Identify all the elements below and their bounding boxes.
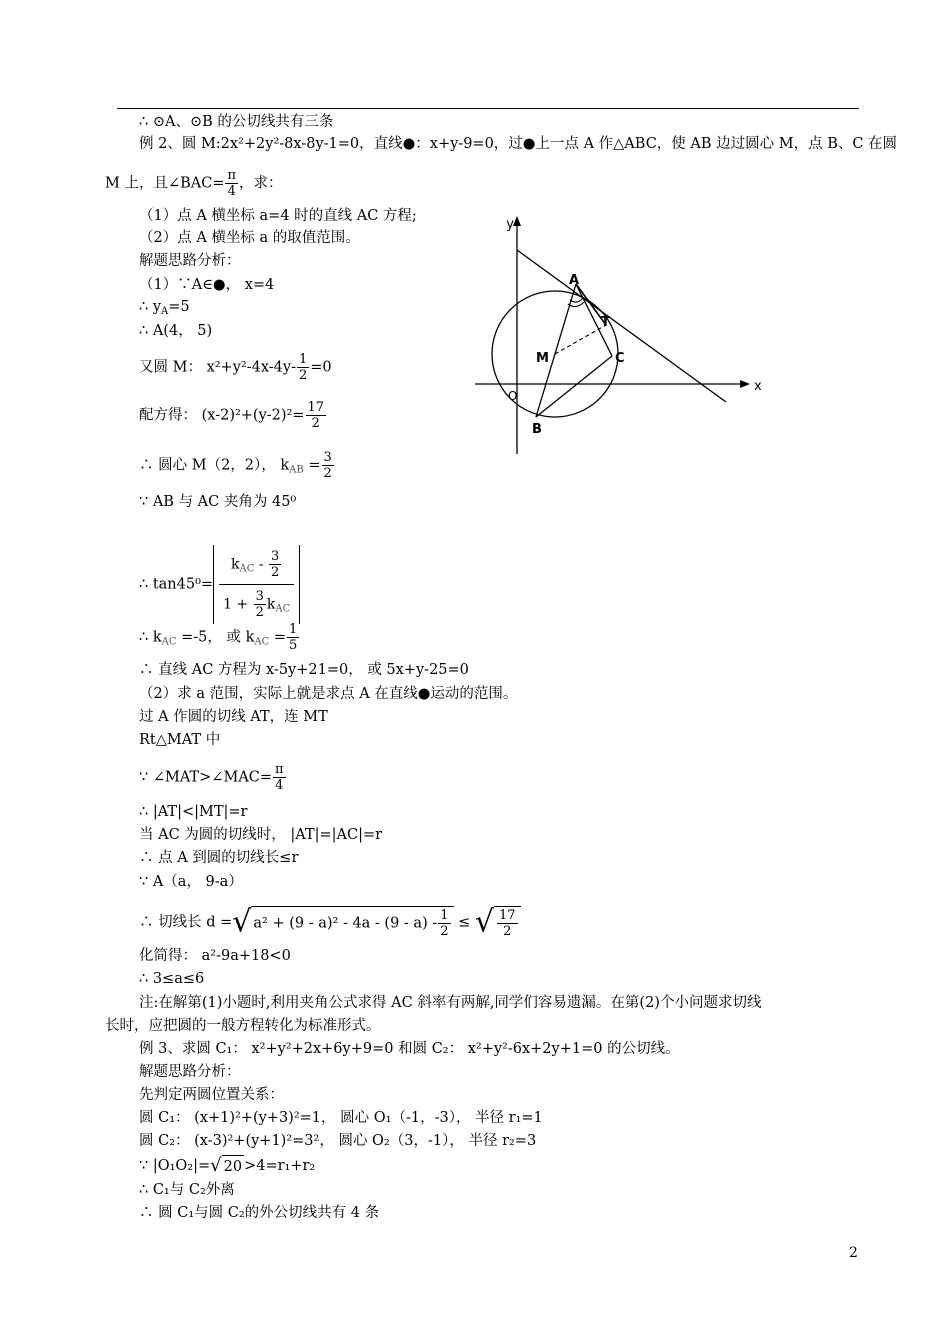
text-line: ∴ 圆心 M（2，2）， $k_{AB}$ = $\frac{3}{2}$ bbox=[139, 450, 332, 481]
text-line: （1）∵A∈●， x=4 bbox=[139, 277, 275, 293]
label-y: y bbox=[506, 217, 514, 232]
text-line: ∴ A(4， 5) bbox=[139, 323, 213, 339]
text-line: ∴ ⊙A、⊙B 的公切线共有三条 bbox=[139, 114, 334, 130]
text-line: 长时，应把圆的一般方程转化为标准形式。 bbox=[105, 1018, 381, 1034]
text-line: ∵ ∠MAT>∠MAC= $\frac{\pi}{4}$ bbox=[139, 762, 284, 793]
text-line: （2）求 a 范围，实际上就是求点 A 在直线●运动的范围。 bbox=[139, 686, 518, 702]
header-rule bbox=[117, 108, 859, 109]
text-line: ∵ AB 与 AC 夹角为 45⁰ bbox=[139, 494, 297, 510]
text-line: Rt△MAT 中 bbox=[139, 732, 221, 748]
text-line: 例 3、求圆 C₁： x²+y²+2x+6y+9=0 和圆 C₂： x²+y²-6x+2y+1=0 的公切线。 bbox=[139, 1041, 680, 1057]
text-line: 注:在解第(1)小题时,利用夹角公式求得 AC 斜率有两解,同学们容易遗漏。在第(2)个小问题求切线 bbox=[139, 995, 762, 1011]
text-line: ∴ 点 A 到圆的切线长≤r bbox=[139, 850, 299, 866]
text-line: （1）点 A 横坐标 a=4 时的直线 AC 方程; bbox=[139, 208, 417, 224]
y-axis-arrow bbox=[513, 216, 521, 226]
line-l bbox=[517, 250, 726, 402]
text-line: 当 AC 为圆的切线时， |AT|=|AC|=r bbox=[139, 827, 383, 843]
fraction: $\frac{1}{5}$ bbox=[289, 622, 298, 653]
text-line: ∴ 切线长 d =√ a² + (9 - a)² - 4a - (9 - a) - $\frac{1}{2}$ ≤ √ $\frac{17}{2}$ bbox=[139, 906, 521, 939]
label-o: O bbox=[508, 389, 518, 403]
label-t: T bbox=[601, 315, 610, 330]
text-line: 解题思路分析： bbox=[139, 253, 241, 269]
text-line: ∴ tan45⁰= $k_{AC}$ - $\frac{3}{2}$ 1 + $\frac{3}{2}$ $k_{AC}$ bbox=[139, 545, 300, 624]
absolute-value bbox=[213, 545, 300, 624]
fraction: $k_{AC}$ - $\frac{3}{2}$ 1 + $\frac{3}{2}$ $k_{AC}$ bbox=[219, 545, 294, 624]
text-line: 圆 C₁： (x+1)²+(y+3)²=1， 圆心 O₁（-1，-3）， 半径 r₁=1 bbox=[139, 1110, 543, 1126]
text-line: ∴ $k_{AC} =-5$， 或 $k_{AC}$ = $\frac{1}{5}$ bbox=[139, 622, 298, 653]
fraction: $\frac{\pi}{4}$ bbox=[275, 762, 284, 793]
label-a: A bbox=[569, 273, 580, 288]
text-line: （2）点 A 横坐标 a 的取值范围。 bbox=[139, 230, 360, 246]
square-root: √ $\frac{17}{2}$ bbox=[475, 906, 521, 939]
text-line: 配方得： (x-2)²+(y-2)²= $\frac{17}{2}$ bbox=[139, 400, 325, 431]
page-number: 2 bbox=[849, 1245, 858, 1261]
x-axis-arrow bbox=[740, 380, 750, 388]
square-root: √ 20 bbox=[210, 1155, 243, 1176]
text-line: 化简得： a²-9a+18<0 bbox=[139, 948, 291, 964]
square-root: √ a² + (9 - a)² - 4a - (9 - a) - $\frac{1}{2}$ bbox=[232, 906, 453, 939]
text-line: 例 2、圆 M:2x²+2y²-8x-8y-1=0，直线●：x+y-9=0，过●上一点 A 作△ABC，使 AB 边过圆心 M，点 B、C 在圆 bbox=[139, 136, 898, 152]
text-line: M 上，且∠BAC= $\frac{\pi}{4}$ ，求： bbox=[105, 168, 283, 199]
geometry-figure bbox=[470, 212, 770, 462]
text-line: ∴ C₁与 C₂外离 bbox=[139, 1182, 235, 1198]
text-line: 过 A 作圆的切线 AT，连 MT bbox=[139, 709, 328, 725]
fraction: $\frac{3}{2}$ bbox=[323, 450, 332, 481]
text-line: ∴ $y_A=5$ bbox=[139, 299, 190, 317]
text-line: 先判定两圆位置关系： bbox=[139, 1087, 284, 1103]
text-line: 又圆 M： x²+y²-4x-4y- $\frac{1}{2}$ =0 bbox=[139, 352, 332, 383]
text-line: 解题思路分析： bbox=[139, 1064, 241, 1080]
text-line: ∵ A（a， 9-a） bbox=[139, 874, 243, 890]
label-b: B bbox=[532, 422, 542, 437]
text-line: ∵ |O₁O₂|=√ 20 >4=r₁+r₂ bbox=[139, 1155, 316, 1176]
text-line: 圆 C₂： (x-3)²+(y+1)²=3²， 圆心 O₂（3，-1）， 半径 r₂=3 bbox=[139, 1133, 537, 1149]
fraction: $\frac{17}{2}$ bbox=[307, 400, 325, 431]
label-m: M bbox=[536, 351, 549, 366]
text-line: ∴ 圆 C₁与圆 C₂的外公切线共有 4 条 bbox=[139, 1205, 380, 1221]
label-c: C bbox=[615, 351, 625, 366]
label-x: x bbox=[754, 379, 762, 394]
fraction: $\frac{1}{2}$ bbox=[298, 352, 308, 383]
text-line: ∴ 3≤a≤6 bbox=[139, 971, 205, 987]
text-line: ∴ |AT|<|MT|=r bbox=[139, 804, 248, 820]
text-line: ∴ 直线 AC 方程为 x-5y+21=0， 或 5x+y-25=0 bbox=[139, 662, 469, 678]
fraction: $\frac{\pi}{4}$ bbox=[227, 168, 237, 199]
